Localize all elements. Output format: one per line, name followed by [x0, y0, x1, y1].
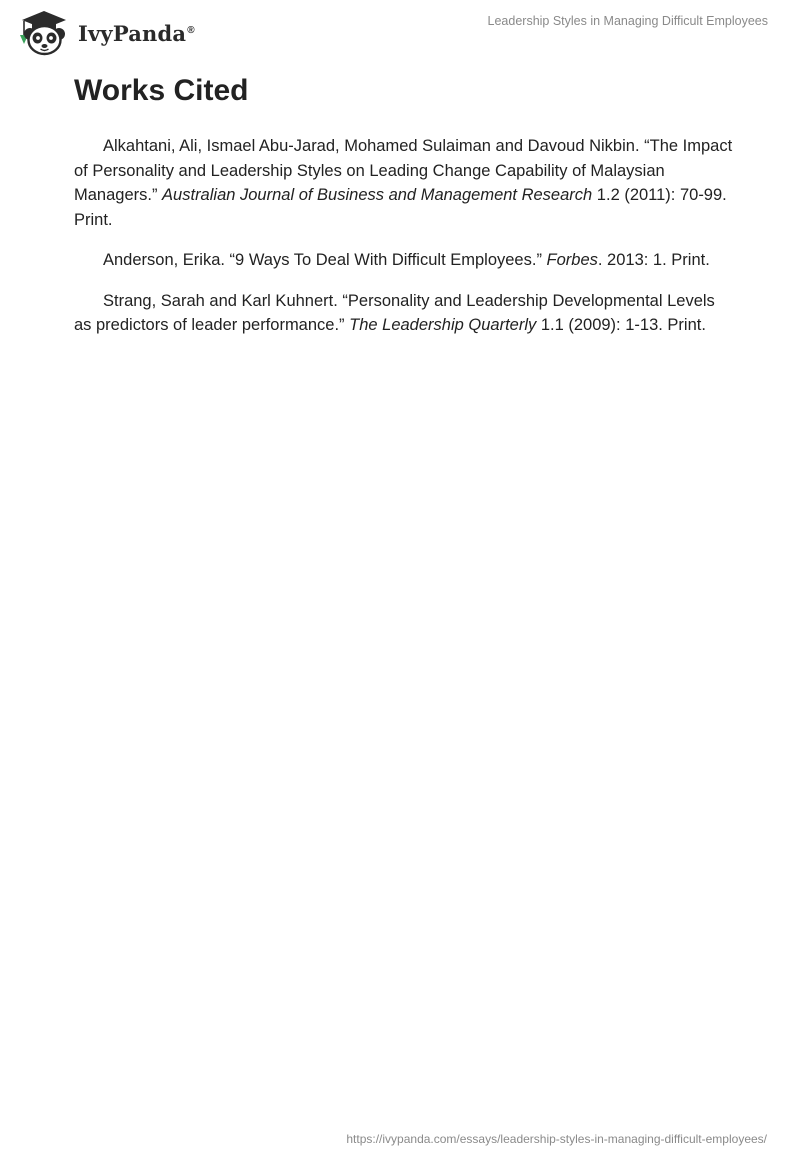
brand-name: IvyPanda® [78, 20, 195, 46]
citation-details: 1.1 (2009): 1-13. Print. [536, 316, 706, 334]
citation-details: 1.2 (2011): 70-99. Print. [74, 186, 727, 229]
citation-entry [74, 248, 734, 273]
page-header [0, 0, 800, 60]
document-body [74, 72, 734, 354]
citation-source-title: Forbes [546, 251, 598, 269]
registered-mark: ® [187, 24, 195, 36]
citation-entry [74, 134, 734, 232]
ivypanda-logo[interactable] [16, 8, 195, 56]
running-title: Leadership Styles in Managing Difficult Employees [487, 14, 768, 28]
citation-source-title: Australian Journal of Business and Management Research [162, 186, 593, 204]
page-title: Works Cited [74, 74, 249, 107]
citation-details: . 2013: 1. Print. [597, 251, 710, 269]
source-url[interactable]: https://ivypanda.com/essays/leadership-styles-in-managing-difficult-employees/ [346, 1132, 767, 1146]
panda-graduate-icon [16, 8, 74, 56]
citation-source-title: The Leadership Quarterly [349, 316, 537, 334]
citation-entry [74, 289, 734, 338]
citation-text: Strang, Sarah and Karl Kuhnert. “Personality and Leadership Developmental Levels as predictors of leader performance.” [74, 291, 715, 334]
citation-text: Alkahtani, Ali, Ismael Abu-Jarad, Mohamed Sulaiman and Davoud Nikbin. “The Impact of Personality and Leadership Styles on Leading Change Capability of Malaysian Managers.” [74, 137, 733, 204]
citation-text: Anderson, Erika. “9 Ways To Deal With Difficult Employees.” [103, 251, 547, 269]
